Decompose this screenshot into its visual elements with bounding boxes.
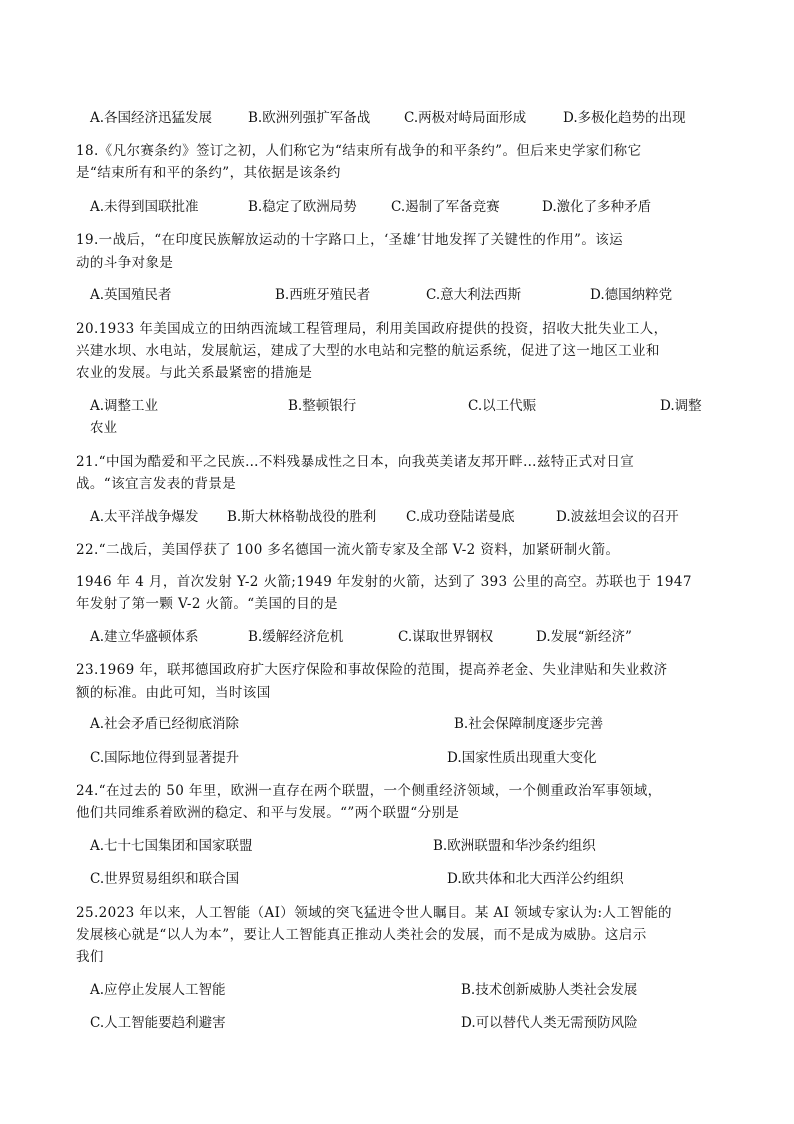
q23-option-a[interactable]: A.社会矛盾已经彻底消除 xyxy=(90,716,240,732)
q17-option-a[interactable]: A.各国经济迅猛发展 xyxy=(90,110,213,126)
q24-option-a[interactable]: A.七十七国集团和国家联盟 xyxy=(90,838,253,854)
q24-option-d[interactable]: D.欧共体和北大西洋公约组织 xyxy=(447,871,624,887)
q20-stem-line-3: 农业的发展。与此关系最紧密的措施是 xyxy=(76,365,313,381)
q23-option-d[interactable]: D.国家性质出现重大变化 xyxy=(447,750,597,766)
q24-stem-line-2: 他们共同维系着欧洲的稳定、和平与发展。“”两个联盟“分别是 xyxy=(76,805,460,821)
q25-option-b[interactable]: B.技术创新威胁人类社会发展 xyxy=(461,982,638,998)
q24-option-c[interactable]: C.世界贸易组织和联合国 xyxy=(90,871,240,887)
q20-option-b[interactable]: B.整顿银行 xyxy=(288,398,357,414)
q22-option-b[interactable]: B.缓解经济危机 xyxy=(248,629,344,645)
q17-option-c[interactable]: C.两极对峙局面形成 xyxy=(404,110,527,126)
q20-option-a[interactable]: A.调整工业 xyxy=(90,398,159,414)
q25-stem-line-2: 发展核心就是“以人为本”，要让人工智能真正推动人类社会的发展，而不是成为威胁。这启示 xyxy=(76,927,647,943)
q25-option-c[interactable]: C.人工智能要趋利避害 xyxy=(90,1015,226,1031)
q17-option-b[interactable]: B.欧洲列强扩军备战 xyxy=(248,110,371,126)
q22-stem-line-2: 1946 年 4 月，首次发射 Y-2 火箭;1949 年发射的火箭，达到了 393 公里的高空。苏联也于 1947 xyxy=(76,574,692,590)
q21-option-d[interactable]: D.波兹坦会议的召开 xyxy=(556,509,679,525)
q23-option-b[interactable]: B.社会保障制度逐步完善 xyxy=(454,716,604,732)
q24-stem-line-1: 24.“在过去的 50 年里，欧洲一直存在两个联盟，一个侧重经济领域，一个侧重政治军事领域， xyxy=(76,783,662,799)
q21-option-b[interactable]: B.斯大林格勒战役的胜利 xyxy=(227,509,377,525)
q22-option-c[interactable]: C.谋取世界钢权 xyxy=(398,629,494,645)
q20-stem-line-1: 20.1933 年美国成立的田纳西流域工程管理局，利用美国政府提供的投资，招收大批失业工人， xyxy=(76,321,668,337)
q19-stem-line-1: 19.一战后，“在印度民族解放运动的十字路口上，‘圣雄’甘地发挥了关键性的作用”。该运 xyxy=(76,232,624,248)
q25-option-d[interactable]: D.可以替代人类无需预防风险 xyxy=(461,1015,638,1031)
q18-option-c[interactable]: C.遏制了军备竞赛 xyxy=(391,199,500,215)
q23-stem-line-2: 额的标准。由此可知，当时该国 xyxy=(76,685,271,701)
q21-option-a[interactable]: A.太平洋战争爆发 xyxy=(90,509,199,525)
q19-option-b[interactable]: B.西班牙殖民者 xyxy=(275,287,371,303)
q18-option-b[interactable]: B.稳定了欧洲局势 xyxy=(248,199,357,215)
q23-option-c[interactable]: C.国际地位得到显著提升 xyxy=(90,750,240,766)
q23-stem-line-1: 23.1969 年，联邦德国政府扩大医疗保险和事故保险的范围，提高养老金、失业津贴和失业救济 xyxy=(76,662,668,678)
q19-option-a[interactable]: A.英国殖民者 xyxy=(90,287,172,303)
q20-option-c[interactable]: C.以工代赈 xyxy=(468,398,537,414)
q22-option-d[interactable]: D.发展“新经济” xyxy=(536,629,632,645)
q20-option-d[interactable]: D.调整 xyxy=(660,398,702,414)
q18-stem-line-1: 18.《凡尔赛条约》签订之初，人们称它为“结束所有战争的和平条约”。但后来史学家们称它 xyxy=(76,143,642,159)
q19-option-c[interactable]: C.意大利法西斯 xyxy=(426,287,522,303)
q18-option-a[interactable]: A.未得到国联批准 xyxy=(90,199,199,215)
q20-option-d-wrap: 农业 xyxy=(90,420,117,436)
q22-option-a[interactable]: A.建立华盛顿体系 xyxy=(90,629,199,645)
q22-stem-line-1: 22.“二战后，美国俘获了 100 多名德国一流火箭专家及全部 V-2 资料，加紧研制火箭。 xyxy=(76,542,620,558)
q21-stem-line-1: 21.“中国为酷爱和平之民族…不料残暴成性之日本，向我英美诸友邦开畔…兹特正式对日宣 xyxy=(76,454,635,470)
q21-option-c[interactable]: C.成功登陆诺曼底 xyxy=(406,509,515,525)
q20-stem-line-2: 兴建水坝、水电站，发展航运，建成了大型的水电站和完整的航运系统，促进了这一地区工业和 xyxy=(76,343,660,359)
q25-stem-line-1: 25.2023 年以来，人工智能（AI）领域的突飞猛进令世人瞩目。某 AI 领域专家认为:人工智能的 xyxy=(76,905,672,921)
q21-stem-line-2: 战。“该宜言发表的背景是 xyxy=(76,476,237,492)
q19-option-d[interactable]: D.德国纳粹党 xyxy=(590,287,673,303)
q22-stem-line-3: 年发射了第一颗 V-2 火箭。“美国的目的是 xyxy=(76,596,338,612)
q18-stem-line-2: 是“结束所有和平的条约”，其依据是该条约 xyxy=(76,165,341,181)
q24-option-b[interactable]: B.欧洲联盟和华沙条约组织 xyxy=(433,838,596,854)
q18-option-d[interactable]: D.激化了多种矛盾 xyxy=(542,199,652,215)
q25-option-a[interactable]: A.应停止发展人工智能 xyxy=(90,982,226,998)
q25-stem-line-3: 我们 xyxy=(76,949,104,965)
q17-option-d[interactable]: D.多极化趋势的出现 xyxy=(563,110,686,126)
q19-stem-line-2: 动的斗争对象是 xyxy=(76,255,174,271)
